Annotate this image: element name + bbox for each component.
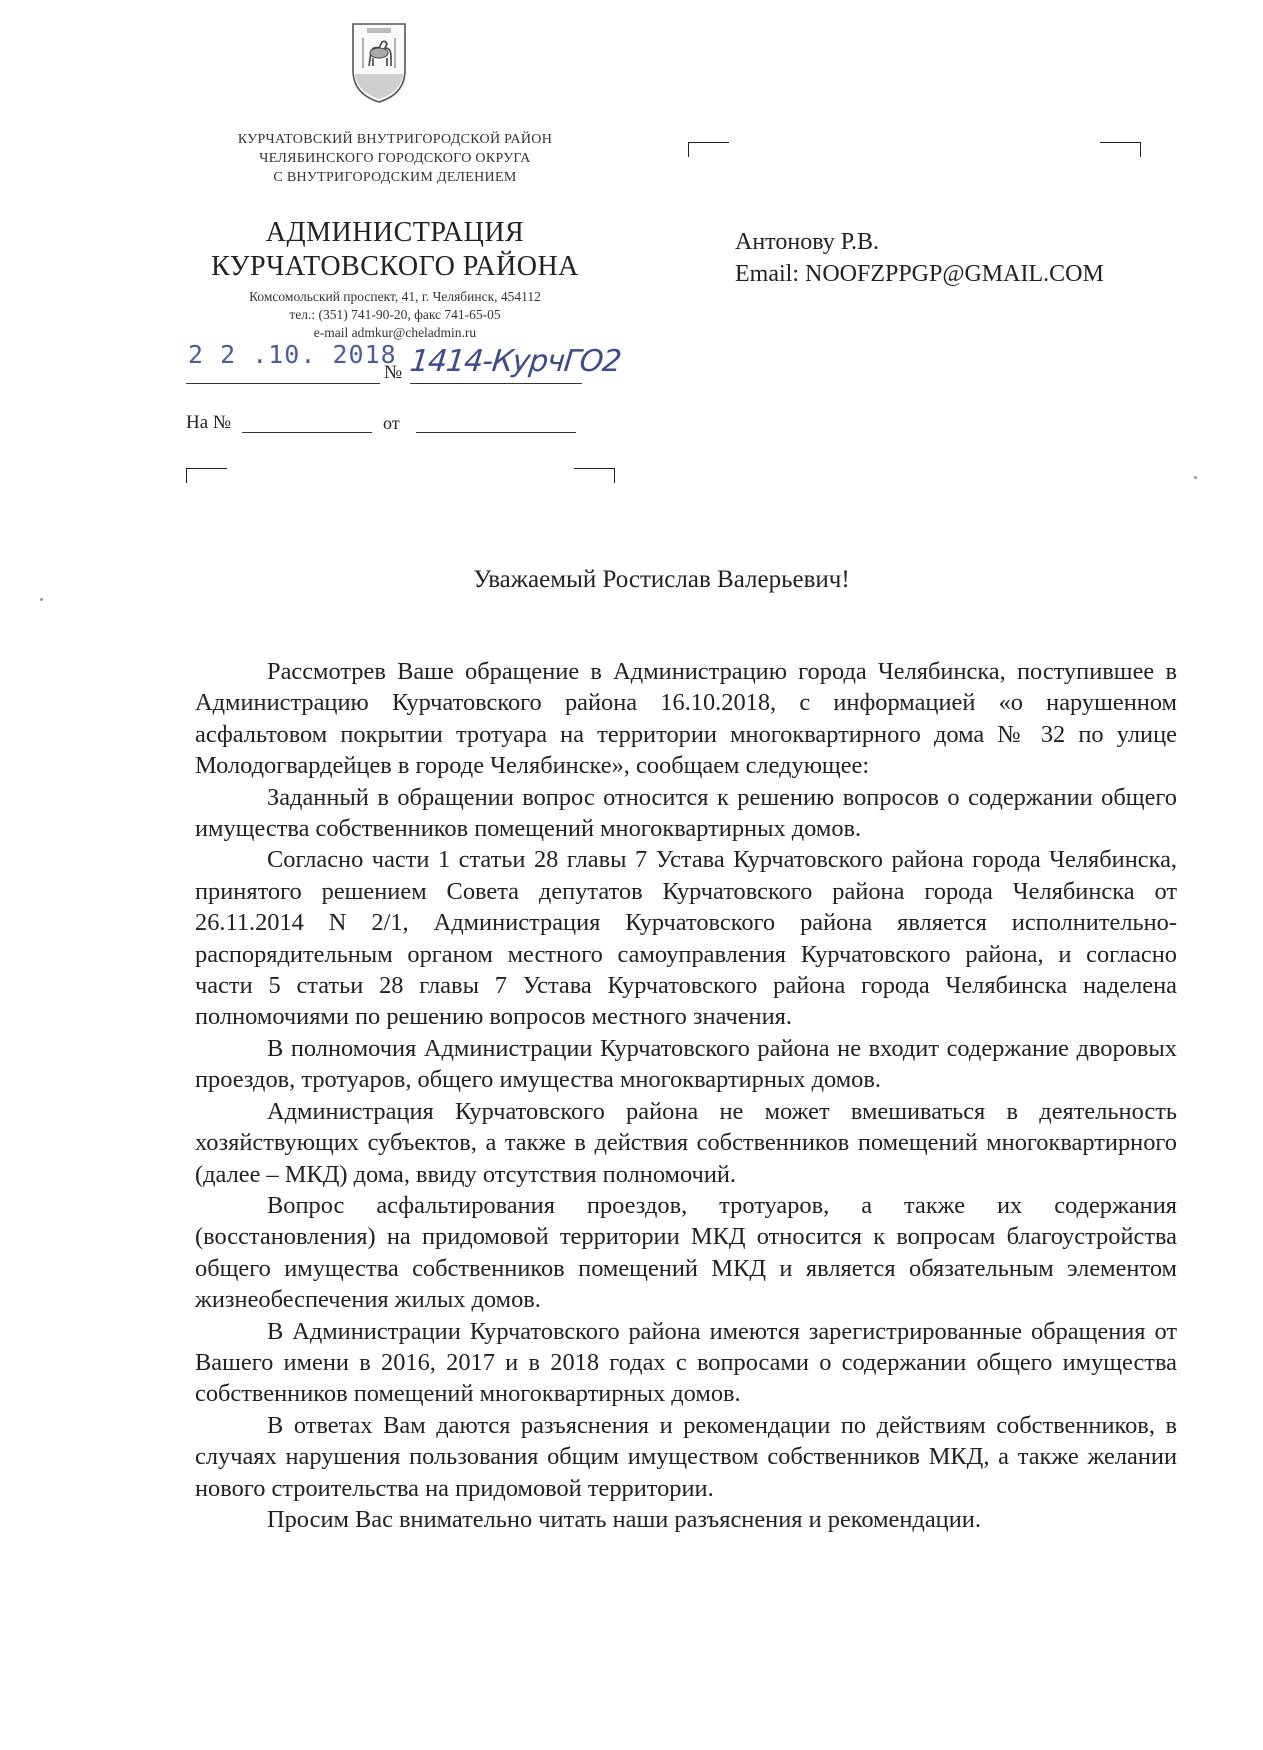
email-line: e-mail admkur@cheladmin.ru [313, 325, 477, 340]
corner-mark [688, 142, 729, 157]
corner-mark [186, 468, 227, 483]
scan-speck [40, 598, 43, 601]
date-underline [186, 383, 380, 384]
recipient-block [735, 226, 1104, 290]
paragraph: В Администрации Курчатовского района имеются зарегистрированные обращения от Вашего имени в 2016, 2017 и в 2018 годах с вопросами о содержании общего имущества собственников помещений многоквартирных домов. [195, 1317, 1177, 1408]
contact-block [170, 288, 620, 342]
chelyabinsk-coat-of-arms-icon [349, 18, 409, 106]
letter-body [195, 656, 1177, 1535]
paragraph: Просим Вас внимательно читать наши разъяснения и рекомендации. [267, 1505, 981, 1533]
salutation: Уважаемый Ростислав Валерьевич! [473, 566, 850, 593]
date-stamp: 2 2 .10. 2018 [188, 340, 397, 369]
recipient-name: Антонову Р.В. [735, 229, 880, 255]
paragraph: Рассмотрев Ваше обращение в Администрацию города Челябинска, поступившее в Администрацию Курчатовского района 16.10.2018, с информацией «о нарушенном асфальтовом покрытии тротуара на территории многоквартирного дома № 32 по улице Молодогвардейцев в городе Челябинске», сообщаем следующее: [195, 658, 1177, 780]
paragraph: В ответах Вам даются разъяснения и рекомендации по действиям собственников, в случаях нарушения пользования общим имуществом собственников МКД, а также желании нового строительства на придомовой территории. [195, 1411, 1177, 1502]
reference-label: На № [186, 412, 232, 433]
paragraph: В полномочия Администрации Курчатовского района не входит содержание дворовых проездов, тротуаров, общего имущества многоквартирных домов. [195, 1034, 1177, 1094]
corner-mark [574, 468, 615, 483]
paragraph: Заданный в обращении вопрос относится к решению вопросов о содержании общего имущества собственников помещений многоквартирных домов. [195, 783, 1177, 843]
admin-title [160, 216, 630, 284]
reference-from-label: от [383, 413, 400, 433]
reference-number-line [242, 432, 372, 433]
phone-line: тел.: (351) 741-90-20, факс 741-65-05 [289, 307, 501, 322]
number-sign: № [384, 362, 403, 383]
org-line: С ВНУТРИГОРОДСКИМ ДЕЛЕНИЕМ [273, 170, 517, 185]
address-line: Комсомольский проспект, 41, г. Челябинск, 454112 [249, 289, 541, 304]
paragraph: Согласно части 1 статьи 28 главы 7 Устава Курчатовского района города Челябинска, принятого решением Совета депутатов Курчатовского района города Челябинска от 26.11.2014 N 2/1, Администрация Курчатовского района является исполнительно-распорядительным органом местного самоуправления Курчатовского района, и согласно части 5 статьи 28 главы 7 Устава Курчатовского района города Челябинска наделена полномочиями по решению вопросов местного значения. [195, 846, 1177, 1031]
scan-speck [1194, 476, 1197, 479]
org-line: ЧЕЛЯБИНСКОГО ГОРОДСКОГО ОКРУГА [259, 151, 531, 166]
admin-title-line: АДМИНИСТРАЦИЯ [265, 217, 525, 248]
handwritten-registration-number: 1414-КурчГО2 [408, 344, 623, 379]
recipient-email: Email: NOOFZPPGP@GMAIL.COM [735, 261, 1104, 287]
org-line: КУРЧАТОВСКИЙ ВНУТРИГОРОДСКОЙ РАЙОН [237, 132, 553, 147]
number-underline [410, 383, 582, 384]
corner-mark [1100, 142, 1141, 157]
reference-date-line [416, 432, 576, 433]
paragraph: Вопрос асфальтирования проездов, тротуаров, а также их содержания (восстановления) на придомовой территории МКД относится к вопросам благоустройства общего имущества собственников помещений МКД и является обязательным элементом жизнеобеспечения жилых домов. [195, 1191, 1177, 1314]
paragraph: Администрация Курчатовского района не может вмешиваться в деятельность хозяйствующих субъектов, а также в действия собственников помещений многоквартирного (далее – МКД) дома, ввиду отсутствия полномочий. [195, 1097, 1177, 1188]
org-caption [180, 130, 610, 187]
admin-title-line: КУРЧАТОВСКОГО РАЙОНА [211, 251, 579, 282]
